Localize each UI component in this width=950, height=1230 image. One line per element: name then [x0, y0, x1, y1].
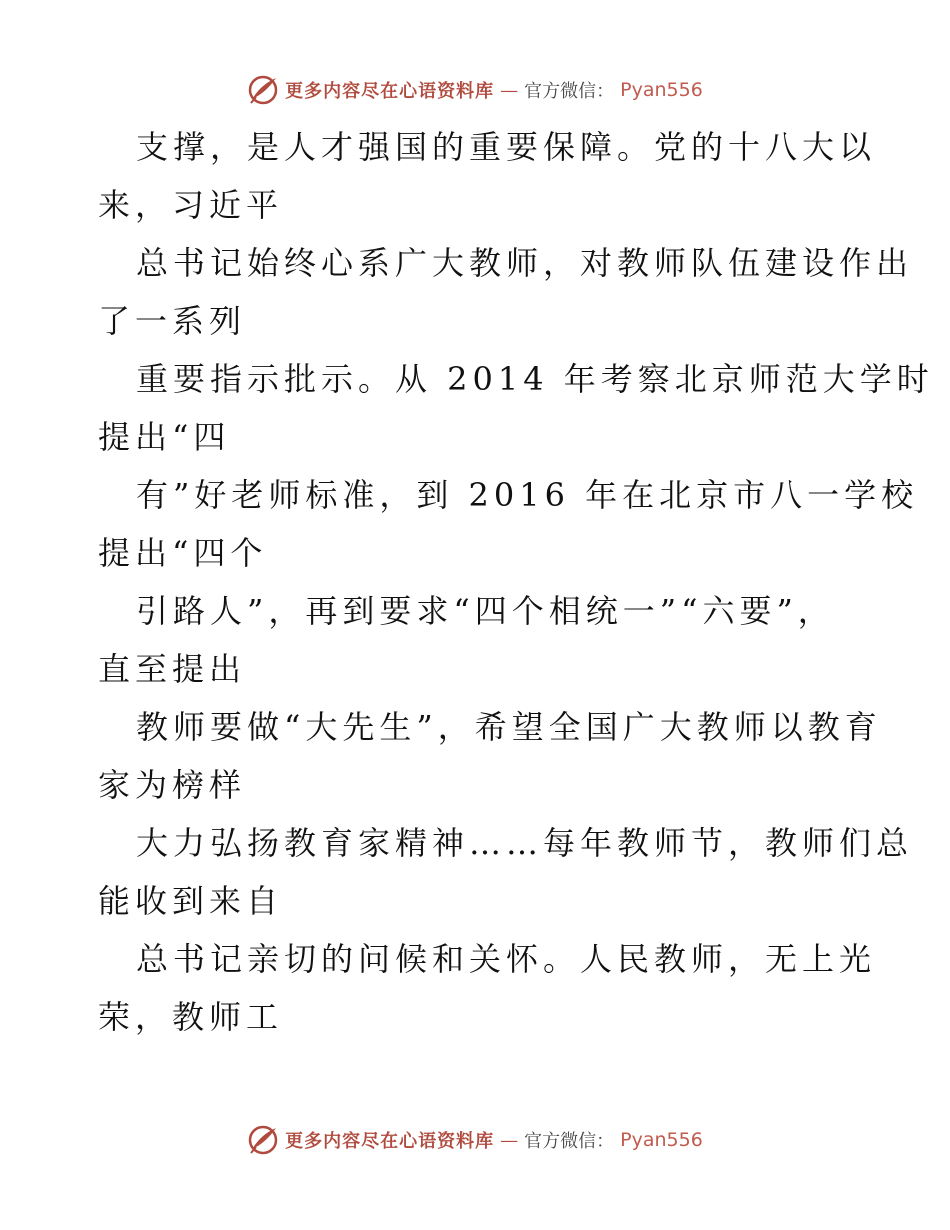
header-wechat-label: 官方微信：	[524, 81, 615, 102]
body-line: 荣，教师工	[98, 998, 284, 1036]
body-line: 家为榜样	[98, 766, 247, 804]
body-line: 总书记始终心系广大教师，对教师队伍建设作出	[136, 244, 914, 282]
header-promo-text: 更多内容尽在心语资料库	[285, 81, 495, 102]
body-line: 大力弘扬教育家精神……每年教师节，教师们总	[136, 824, 914, 862]
document-body	[98, 118, 934, 1046]
footer-promo-text: 更多内容尽在心语资料库	[285, 1131, 495, 1152]
quill-logo-icon	[247, 74, 279, 106]
body-line: 提出“四个	[98, 534, 268, 572]
body-line: 引路人”，再到要求“四个相统一”“六要”，	[136, 592, 835, 630]
body-line: 支撑，是人才强国的重要保障。党的十八大以	[136, 128, 877, 166]
body-line: 重要指示批示。从 2014 年考察北京师范大学时	[136, 360, 934, 398]
header-wechat-id: Pyan556	[620, 79, 703, 101]
body-line: 总书记亲切的问候和关怀。人民教师，无上光	[136, 940, 877, 978]
footer-wechat-label: 官方微信：	[524, 1131, 615, 1152]
body-line: 有”好老师标准，到 2016 年在北京市八一学校	[136, 476, 919, 514]
footer-separator: —	[500, 1129, 519, 1151]
body-line: 直至提出	[98, 650, 247, 688]
footer-wechat-id: Pyan556	[620, 1129, 703, 1151]
body-line: 提出“四	[98, 418, 231, 456]
footer-banner	[0, 1120, 950, 1160]
header-banner	[0, 70, 950, 110]
header-separator: —	[500, 79, 519, 101]
quill-logo-icon	[247, 1124, 279, 1156]
body-line: 了一系列	[98, 302, 247, 340]
body-line: 教师要做“大先生”，希望全国广大教师以教育	[136, 708, 882, 746]
body-line: 来，习近平	[98, 186, 284, 224]
body-line: 能收到来自	[98, 882, 284, 920]
